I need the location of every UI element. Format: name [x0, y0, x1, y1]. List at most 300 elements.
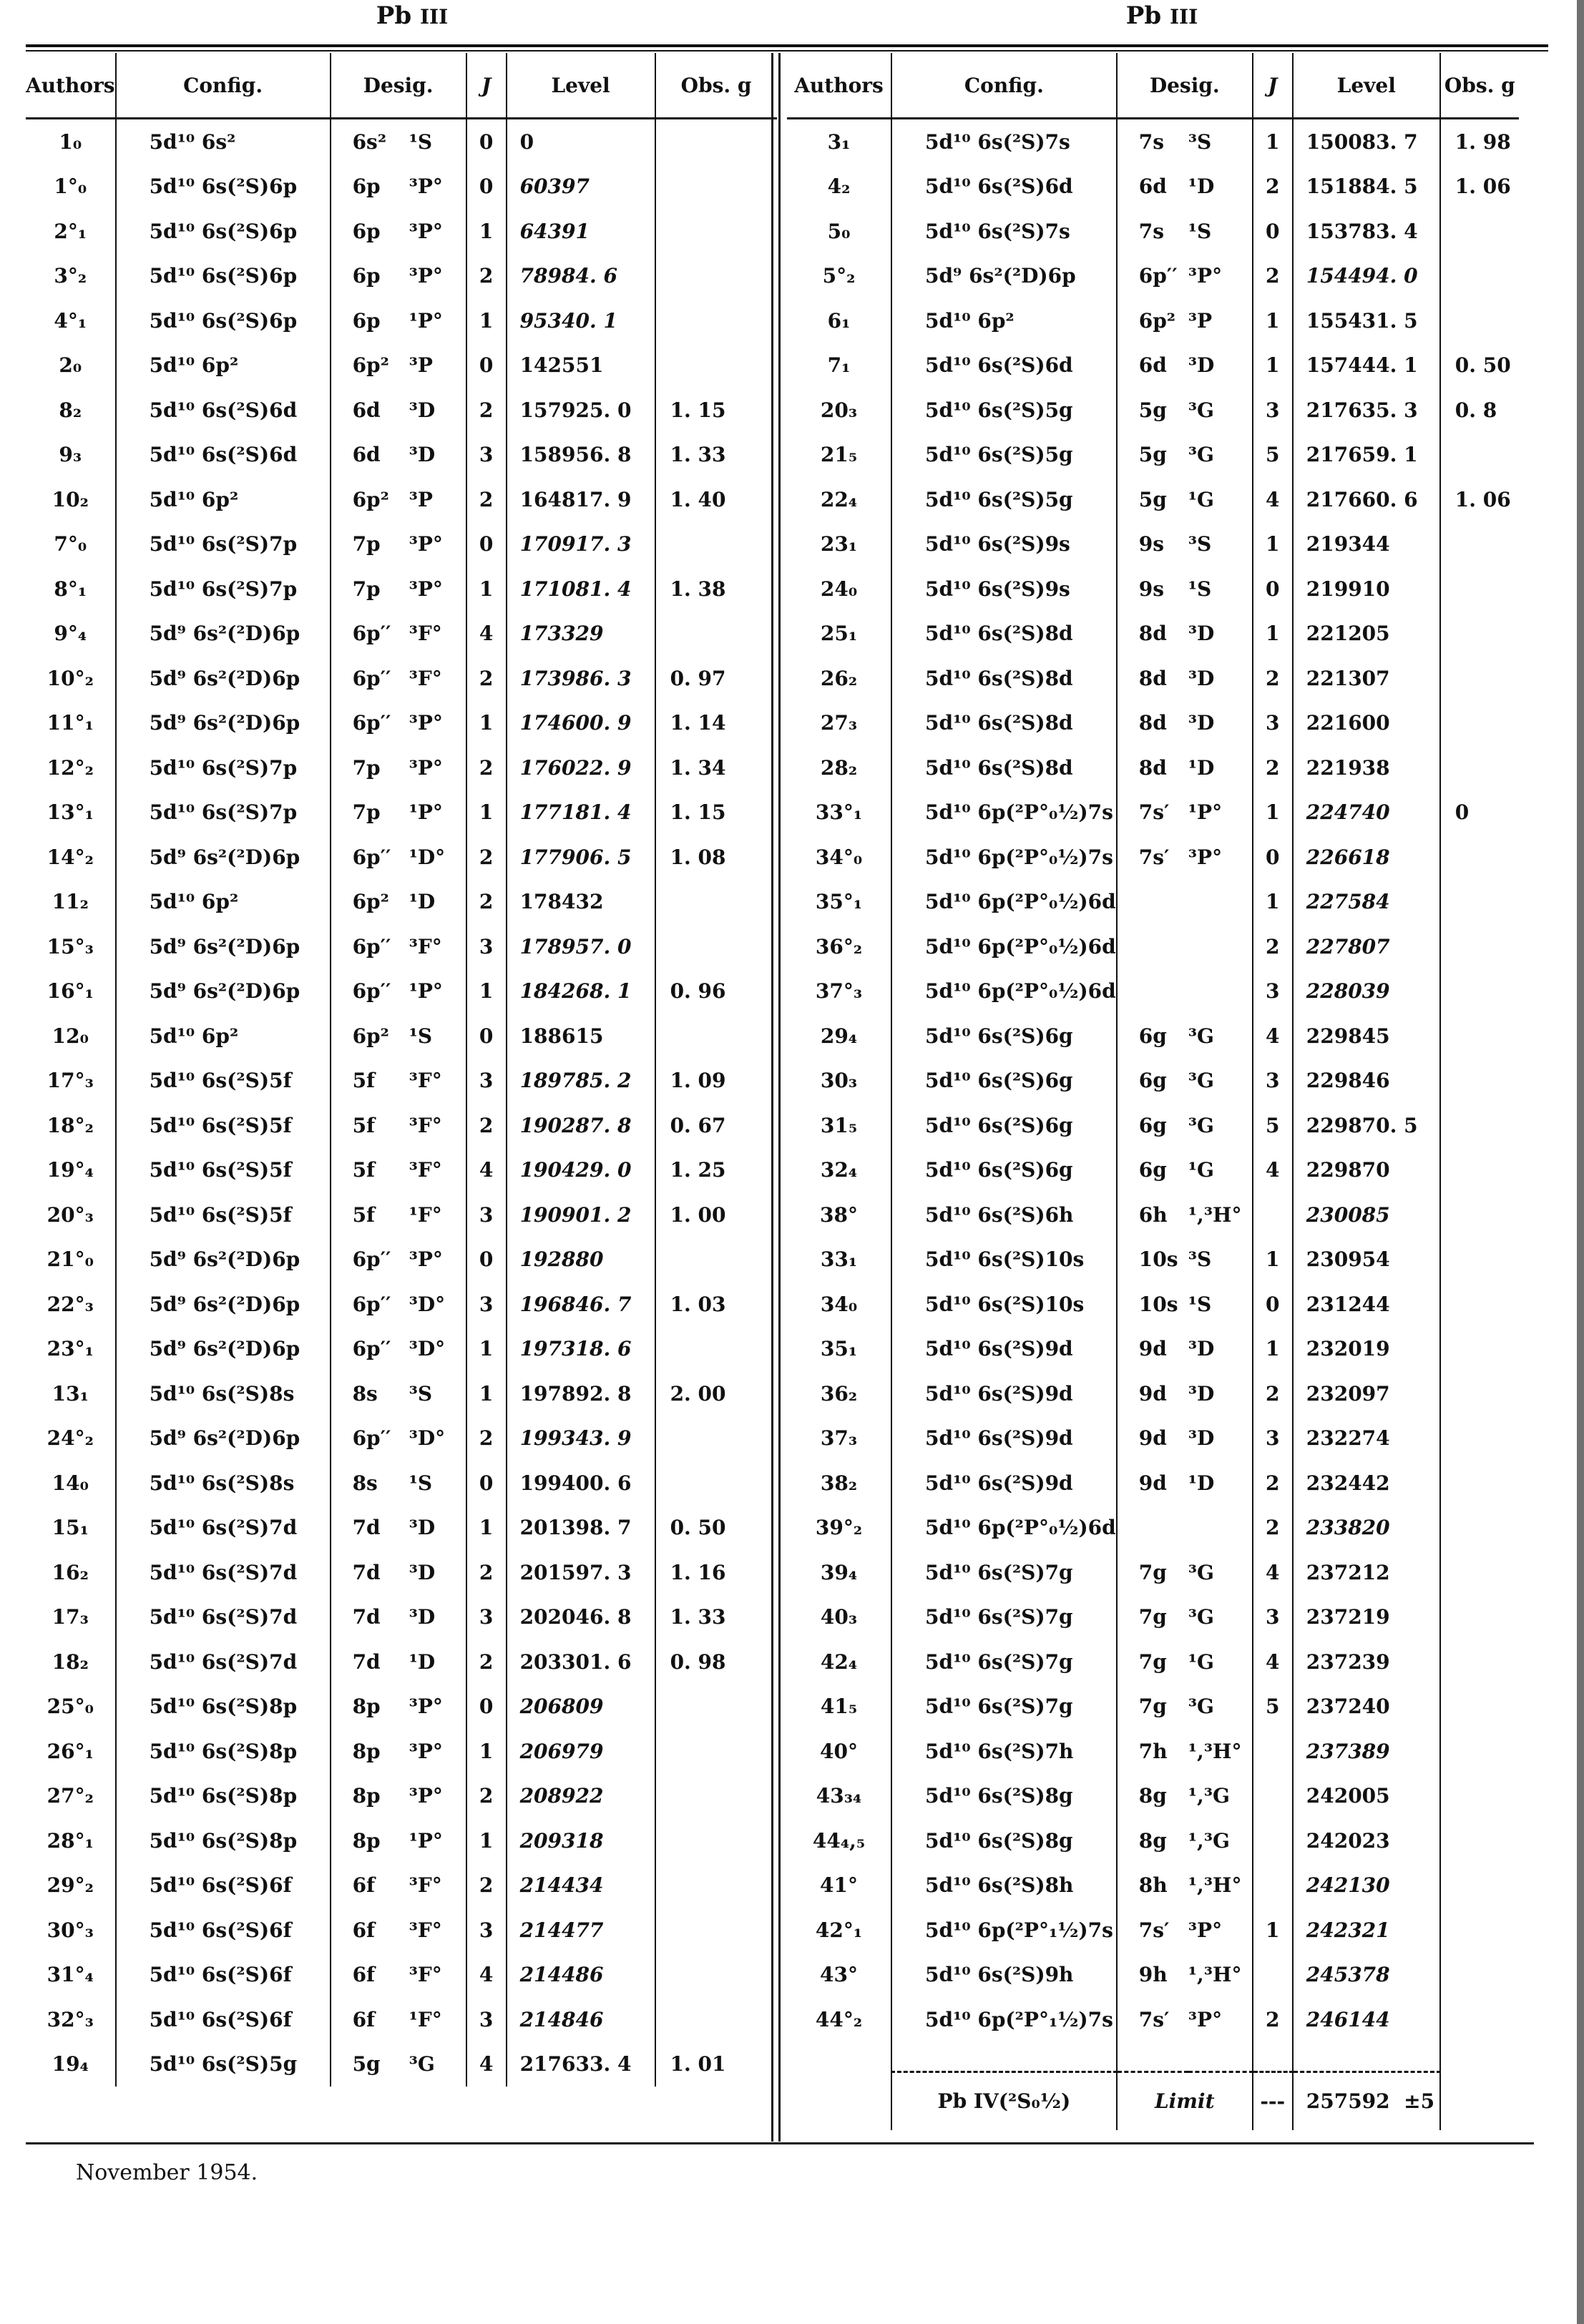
- desig-orbital-cell: 7d: [331, 1595, 409, 1640]
- table-row: [787, 298, 1519, 343]
- j-cell: 3: [1253, 1059, 1293, 1104]
- j-cell: 1: [1253, 612, 1293, 657]
- authors-cell: 44₄,₅: [812, 1828, 866, 1853]
- dashed-rule: [1293, 2042, 1440, 2072]
- dashed-rule: [891, 2042, 1117, 2072]
- authors-cell: 29°₂: [47, 1873, 94, 1898]
- table-row: [787, 1550, 1519, 1595]
- desig-term-cell: ³D: [1188, 1337, 1215, 1361]
- authors-cell: 15₁: [52, 1516, 89, 1540]
- table-row: [26, 1685, 777, 1730]
- config-cell: 5d⁹ 6s²(²D)6p: [116, 701, 331, 746]
- desig-orbital-cell: 8p: [331, 1685, 409, 1730]
- obs-g-cell: [1440, 924, 1519, 969]
- config-cell: 5d¹⁰ 6s(²S)9d: [891, 1416, 1117, 1461]
- j-cell: 1: [1253, 119, 1293, 165]
- desig-orbital-cell: 7p: [331, 522, 409, 567]
- j-cell: 0: [466, 343, 507, 388]
- j-cell: 1: [466, 209, 507, 254]
- desig-orbital-cell: 7g: [1117, 1685, 1188, 1730]
- authors-cell: 35₁: [820, 1337, 858, 1361]
- table-row: [787, 1416, 1519, 1461]
- authors-cell: 7₁: [827, 353, 851, 378]
- desig-orbital-cell: [1117, 880, 1188, 925]
- obs-g-cell: [655, 1908, 777, 1953]
- j-cell: 1: [466, 1729, 507, 1774]
- config-cell: 5d¹⁰ 6s(²S)6d: [891, 343, 1117, 388]
- level-cell: 242130: [1293, 1863, 1440, 1908]
- obs-g-cell: 1. 06: [1440, 165, 1519, 210]
- j-cell: 2: [1253, 656, 1293, 701]
- desig-term-cell: ³P°: [409, 1695, 443, 1719]
- obs-g-cell: 0. 97: [655, 656, 777, 701]
- dashed-rule: [1440, 2042, 1519, 2072]
- authors-cell: 8°₁: [54, 577, 87, 601]
- level-cell: 237212: [1293, 1550, 1440, 1595]
- desig-orbital-cell: 7p: [331, 790, 409, 835]
- table-row: [26, 1416, 777, 1461]
- level-cell: 219910: [1293, 567, 1440, 612]
- obs-g-cell: [1440, 1282, 1519, 1327]
- desig-term-cell: ³D: [409, 1560, 436, 1584]
- j-cell: 1: [1253, 1908, 1293, 1953]
- desig-term-cell: ¹G: [1188, 1158, 1214, 1182]
- config-cell: 5d¹⁰ 6s(²S)6g: [891, 1148, 1117, 1193]
- j-cell: 4: [1253, 1639, 1293, 1685]
- empty-cell: [787, 2072, 891, 2130]
- desig-orbital-cell: 7s′: [1117, 835, 1188, 880]
- config-cell: 5d¹⁰ 6s(²S)9s: [891, 567, 1117, 612]
- desig-term-cell: ³F°: [409, 934, 442, 958]
- authors-cell: 12₀: [52, 1024, 89, 1048]
- config-cell: 5d¹⁰ 6s(²S)5f: [116, 1148, 331, 1193]
- j-cell: 2: [466, 1774, 507, 1819]
- config-cell: 5d⁹ 6s²(²D)6p: [116, 1327, 331, 1372]
- obs-g-cell: 0. 98: [655, 1639, 777, 1685]
- table-row: [787, 790, 1519, 835]
- authors-cell: 39₄: [820, 1560, 858, 1584]
- obs-g-cell: [655, 612, 777, 657]
- table-body-right: [787, 119, 1519, 2130]
- desig-orbital-cell: 6f: [331, 1908, 409, 1953]
- j-cell: 2: [1253, 1997, 1293, 2042]
- header-config: Config.: [891, 53, 1117, 119]
- desig-orbital-cell: 8d: [1117, 701, 1188, 746]
- authors-cell: 17°₃: [47, 1069, 94, 1093]
- header-level: Level: [507, 53, 655, 119]
- authors-cell: 25°₀: [47, 1695, 94, 1719]
- obs-g-cell: [1440, 1416, 1519, 1461]
- config-cell: 5d¹⁰ 6s(²S)7p: [116, 522, 331, 567]
- level-cell: 232442: [1293, 1461, 1440, 1506]
- table-row: [26, 1237, 777, 1283]
- desig-orbital-cell: 6d: [1117, 343, 1188, 388]
- desig-term-cell: ¹F°: [409, 2007, 442, 2031]
- j-cell: 3: [1253, 1595, 1293, 1640]
- config-cell: 5d¹⁰ 6s(²S)6g: [891, 1059, 1117, 1104]
- j-cell: 2: [466, 835, 507, 880]
- obs-g-cell: 1. 34: [655, 745, 777, 790]
- desig-term-cell: ¹S: [409, 1024, 433, 1048]
- level-cell: 229846: [1293, 1059, 1440, 1104]
- authors-cell: 33₁: [820, 1247, 858, 1272]
- config-cell: 5d¹⁰ 6p(²P°₀½)6d: [891, 924, 1117, 969]
- config-cell: 5d⁹ 6s²(²D)6p: [116, 1416, 331, 1461]
- table-row: [26, 969, 777, 1014]
- j-cell: 4: [1253, 1148, 1293, 1193]
- j-cell: 2: [1253, 745, 1293, 790]
- authors-cell: 13₁: [52, 1381, 89, 1406]
- j-cell: 2: [1253, 1461, 1293, 1506]
- authors-cell: 9°₄: [54, 622, 87, 646]
- desig-orbital-cell: 6p′′: [1117, 254, 1188, 299]
- desig-orbital-cell: 6g: [1117, 1103, 1188, 1148]
- desig-orbital-cell: 7s′: [1117, 1908, 1188, 1953]
- desig-term-cell: ¹,³H°: [1188, 1202, 1242, 1227]
- obs-g-cell: [1440, 835, 1519, 880]
- desig-term-cell: ³G: [1188, 398, 1214, 422]
- level-cell: 226618: [1293, 835, 1440, 880]
- obs-g-cell: [1440, 745, 1519, 790]
- desig-orbital-cell: 7s′: [1117, 1997, 1188, 2042]
- level-cell: 60397: [507, 165, 655, 210]
- level-cell: 171081. 4: [507, 567, 655, 612]
- level-cell: 217633. 4: [507, 2042, 655, 2087]
- authors-cell: 28₂: [820, 755, 858, 780]
- desig-term-cell: ³D: [409, 398, 436, 422]
- level-cell: 224740: [1293, 790, 1440, 835]
- obs-g-cell: [1440, 612, 1519, 657]
- desig-orbital-cell: 8g: [1117, 1774, 1188, 1819]
- j-cell: 0: [1253, 567, 1293, 612]
- table-header-row: [787, 53, 1519, 119]
- config-cell: 5d¹⁰ 6p(²P°₁½)7s: [891, 1908, 1117, 1953]
- level-cell: 173329: [507, 612, 655, 657]
- j-cell: 0: [466, 1014, 507, 1059]
- desig-term-cell: ³P°: [409, 264, 443, 288]
- config-cell: 5d¹⁰ 6s(²S)6g: [891, 1014, 1117, 1059]
- config-cell: 5d¹⁰ 6s(²S)7p: [116, 745, 331, 790]
- table-row: [26, 567, 777, 612]
- level-cell: 173986. 3: [507, 656, 655, 701]
- table-row: [26, 1863, 777, 1908]
- table-row: [26, 1595, 777, 1640]
- j-cell: 1: [466, 1506, 507, 1551]
- authors-cell: 28°₁: [47, 1828, 94, 1853]
- j-cell: 2: [1253, 924, 1293, 969]
- authors-cell: 18₂: [52, 1649, 89, 1674]
- authors-cell: 20°₃: [47, 1202, 94, 1227]
- ionization-limit-row: [787, 2072, 1519, 2130]
- obs-g-cell: [655, 1729, 777, 1774]
- config-cell: 5d¹⁰ 6s(²S)6f: [116, 1953, 331, 1998]
- authors-cell: 6₁: [827, 308, 851, 333]
- authors-cell: 37°₃: [815, 979, 863, 1004]
- level-cell: 155431. 5: [1293, 298, 1440, 343]
- j-cell: 5: [1253, 433, 1293, 478]
- table-row: [787, 1908, 1519, 1953]
- config-cell: 5d¹⁰ 6s(²S)5f: [116, 1103, 331, 1148]
- table-row: [787, 701, 1519, 746]
- desig-term-cell: ¹,³G: [1188, 1784, 1230, 1808]
- authors-cell: 40°: [820, 1739, 858, 1763]
- desig-orbital-cell: 6p′′: [331, 612, 409, 657]
- obs-g-cell: [1440, 1461, 1519, 1506]
- scan-edge-shadow: [1577, 0, 1584, 2324]
- table-row: [787, 656, 1519, 701]
- j-cell: 2: [1253, 254, 1293, 299]
- j-cell: [1253, 1192, 1293, 1237]
- level-cell: 190429. 0: [507, 1148, 655, 1193]
- desig-orbital-cell: [1117, 1506, 1188, 1551]
- level-cell: 230954: [1293, 1237, 1440, 1283]
- obs-g-cell: [1440, 1729, 1519, 1774]
- authors-cell: 5₀: [827, 219, 851, 243]
- desig-term-cell: ³P: [409, 353, 433, 378]
- table-row: [26, 522, 777, 567]
- desig-orbital-cell: 6p′′: [331, 969, 409, 1014]
- j-cell: 3: [466, 924, 507, 969]
- desig-orbital-cell: 7s: [1117, 209, 1188, 254]
- desig-term-cell: ¹,³H°: [1188, 1873, 1242, 1898]
- j-cell: [1253, 1863, 1293, 1908]
- obs-g-cell: [655, 119, 777, 165]
- level-cell: 142551: [507, 343, 655, 388]
- config-cell: 5d¹⁰ 6s(²S)9d: [891, 1327, 1117, 1372]
- config-cell: 5d¹⁰ 6p(²P°₀½)7s: [891, 790, 1117, 835]
- desig-orbital-cell: 9d: [1117, 1461, 1188, 1506]
- authors-cell: 42°₁: [815, 1918, 863, 1942]
- level-cell: 229870. 5: [1293, 1103, 1440, 1148]
- obs-g-cell: [655, 880, 777, 925]
- table-header-row: [26, 53, 777, 119]
- config-cell: 5d¹⁰ 6s(²S)9h: [891, 1953, 1117, 1998]
- desig-orbital-cell: 6g: [1117, 1014, 1188, 1059]
- authors-cell: 14₀: [52, 1471, 89, 1495]
- authors-cell: 41°: [820, 1873, 858, 1898]
- level-cell: 229870: [1293, 1148, 1440, 1193]
- desig-orbital-cell: 8p: [331, 1729, 409, 1774]
- obs-g-cell: [1440, 1818, 1519, 1863]
- j-cell: [1253, 1729, 1293, 1774]
- desig-orbital-cell: 6p′′: [331, 656, 409, 701]
- desig-term-cell: ³D: [1188, 1426, 1215, 1451]
- limit-config: Pb IV(²S₀½): [891, 2072, 1117, 2130]
- authors-cell: 30°₃: [47, 1918, 94, 1942]
- level-cell: 164817. 9: [507, 477, 655, 522]
- desig-term-cell: ³S: [1188, 129, 1212, 154]
- level-cell: 189785. 2: [507, 1059, 655, 1104]
- level-cell: 221307: [1293, 656, 1440, 701]
- table-row: [787, 1997, 1519, 2042]
- authors-cell: 18°₂: [47, 1113, 94, 1137]
- config-cell: 5d¹⁰ 6s(²S)10s: [891, 1237, 1117, 1283]
- authors-cell: 2°₁: [54, 219, 87, 243]
- level-cell: 178957. 0: [507, 924, 655, 969]
- desig-term-cell: ³G: [409, 2052, 435, 2077]
- level-cell: 232097: [1293, 1371, 1440, 1416]
- config-cell: 5d⁹ 6s²(²D)6p: [116, 835, 331, 880]
- desig-term-cell: ³G: [1188, 1069, 1214, 1093]
- authors-cell: 32₄: [820, 1158, 858, 1182]
- table-row: [26, 1550, 777, 1595]
- authors-cell: 3₁: [827, 129, 851, 154]
- j-cell: 1: [466, 1327, 507, 1372]
- j-cell: 1: [466, 298, 507, 343]
- obs-g-cell: [655, 298, 777, 343]
- j-cell: 0: [1253, 1282, 1293, 1327]
- obs-g-cell: [655, 1818, 777, 1863]
- obs-g-cell: [1440, 1148, 1519, 1193]
- j-cell: 2: [466, 254, 507, 299]
- desig-term-cell: [1188, 924, 1253, 969]
- level-cell: 174600. 9: [507, 701, 655, 746]
- authors-cell: 15°₃: [47, 934, 94, 958]
- desig-term-cell: ³P°: [409, 1784, 443, 1808]
- level-cell: 233820: [1293, 1506, 1440, 1551]
- desig-term-cell: ¹D: [1188, 175, 1215, 199]
- authors-cell: 43₃₄: [816, 1784, 862, 1808]
- table-row: [787, 1595, 1519, 1640]
- energy-level-table-left: [26, 53, 777, 2087]
- config-cell: 5d¹⁰ 6s(²S)6g: [891, 1103, 1117, 1148]
- j-cell: 1: [1253, 343, 1293, 388]
- table-row: [26, 1818, 777, 1863]
- config-cell: 5d¹⁰ 6s(²S)6f: [116, 1908, 331, 1953]
- desig-term-cell: ³P°: [1188, 845, 1223, 869]
- desig-orbital-cell: 6p′′: [331, 1327, 409, 1372]
- obs-g-cell: [655, 254, 777, 299]
- obs-g-cell: 0. 67: [655, 1103, 777, 1148]
- obs-g-cell: [1440, 1774, 1519, 1819]
- config-cell: 5d⁹ 6s²(²D)6p: [891, 254, 1117, 299]
- authors-cell: 12°₂: [47, 755, 94, 780]
- obs-g-cell: [655, 1461, 777, 1506]
- j-cell: 4: [466, 612, 507, 657]
- table-row: [787, 835, 1519, 880]
- level-cell: 190287. 8: [507, 1103, 655, 1148]
- j-cell: [1253, 1774, 1293, 1819]
- table-row: [26, 701, 777, 746]
- table-row: [787, 1506, 1519, 1551]
- obs-g-cell: [1440, 254, 1519, 299]
- j-cell: 2: [466, 1550, 507, 1595]
- desig-orbital-cell: 7p: [331, 745, 409, 790]
- desig-orbital-cell: 6p′′: [331, 701, 409, 746]
- obs-g-cell: [1440, 1014, 1519, 1059]
- desig-orbital-cell: 9d: [1117, 1416, 1188, 1461]
- header-obs-g: Obs. g: [655, 53, 777, 119]
- table-row: [26, 880, 777, 925]
- header-j-label: J: [481, 73, 492, 97]
- obs-g-cell: [1440, 1685, 1519, 1730]
- authors-cell: 29₄: [820, 1024, 858, 1048]
- level-cell: 177181. 4: [507, 790, 655, 835]
- config-cell: 5d¹⁰ 6p(²P°₀½)6d: [891, 1506, 1117, 1551]
- obs-g-cell: [1440, 1550, 1519, 1595]
- desig-term-cell: ³D°: [409, 1292, 446, 1316]
- level-cell: 201398. 7: [507, 1506, 655, 1551]
- desig-term-cell: ¹,³H°: [1188, 1739, 1242, 1763]
- authors-cell: 34₀: [820, 1292, 858, 1316]
- obs-g-cell: 1. 08: [655, 835, 777, 880]
- table-row: [787, 745, 1519, 790]
- obs-g-cell: 0. 96: [655, 969, 777, 1014]
- desig-term-cell: ³D: [409, 1605, 436, 1629]
- desig-term-cell: ¹D: [409, 1649, 436, 1674]
- config-cell: 5d¹⁰ 6s(²S)7g: [891, 1639, 1117, 1685]
- authors-cell: 9₃: [59, 443, 82, 467]
- double-rule-separator: [778, 53, 781, 2142]
- authors-cell: 41₅: [820, 1695, 858, 1719]
- j-cell: 3: [466, 433, 507, 478]
- desig-term-cell: [1188, 880, 1253, 925]
- table-row: [26, 790, 777, 835]
- config-cell: 5d⁹ 6s²(²D)6p: [116, 612, 331, 657]
- config-cell: 5d¹⁰ 6p(²P°₀½)7s: [891, 835, 1117, 880]
- config-cell: 5d¹⁰ 6s(²S)8p: [116, 1729, 331, 1774]
- config-cell: 5d¹⁰ 6s(²S)8d: [891, 745, 1117, 790]
- desig-orbital-cell: 5g: [331, 2042, 409, 2087]
- desig-orbital-cell: 8s: [331, 1371, 409, 1416]
- config-cell: 5d¹⁰ 6s(²S)6p: [116, 254, 331, 299]
- table-row: [787, 388, 1519, 433]
- header-authors: Authors: [26, 53, 116, 119]
- title-element: Pb: [1125, 1, 1162, 30]
- desig-orbital-cell: 6p: [331, 209, 409, 254]
- header-level: Level: [1293, 53, 1440, 119]
- level-cell: 237219: [1293, 1595, 1440, 1640]
- authors-cell: 16°₁: [47, 979, 94, 1004]
- desig-orbital-cell: 7g: [1117, 1550, 1188, 1595]
- title-ion: III: [419, 5, 449, 29]
- j-cell: 5: [1253, 1103, 1293, 1148]
- desig-term-cell: ³G: [1188, 1605, 1214, 1629]
- desig-term-cell: ³F°: [409, 1963, 442, 1987]
- desig-orbital-cell: 5f: [331, 1192, 409, 1237]
- config-cell: 5d⁹ 6s²(²D)6p: [116, 1237, 331, 1283]
- j-cell: 3: [466, 1997, 507, 2042]
- table-row: [787, 1059, 1519, 1104]
- table-row: [787, 1774, 1519, 1819]
- desig-term-cell: ³F°: [409, 1113, 442, 1137]
- table-row: [26, 1059, 777, 1104]
- authors-cell: 23°₁: [47, 1337, 94, 1361]
- level-cell: 202046. 8: [507, 1595, 655, 1640]
- obs-g-cell: 1. 03: [655, 1282, 777, 1327]
- desig-term-cell: ³F°: [409, 622, 442, 646]
- config-cell: 5d¹⁰ 6s(²S)5g: [116, 2042, 331, 2087]
- desig-term-cell: ³P°: [409, 219, 443, 243]
- authors-cell: 21₅: [820, 443, 858, 467]
- obs-g-cell: [655, 1863, 777, 1908]
- table-row: [787, 433, 1519, 478]
- obs-g-cell: [1440, 1237, 1519, 1283]
- j-cell: 1: [466, 1818, 507, 1863]
- desig-orbital-cell: 5g: [1117, 477, 1188, 522]
- desig-term-cell: ³G: [1188, 1024, 1214, 1048]
- authors-cell: 34°₀: [815, 845, 863, 869]
- j-cell: 1: [1253, 522, 1293, 567]
- table-row: [26, 165, 777, 210]
- authors-cell: 17₃: [52, 1605, 89, 1629]
- level-cell: 206979: [507, 1729, 655, 1774]
- level-cell: 230085: [1293, 1192, 1440, 1237]
- desig-term-cell: ³D: [1188, 622, 1215, 646]
- level-cell: 227584: [1293, 880, 1440, 925]
- config-cell: 5d¹⁰ 6s(²S)6p: [116, 298, 331, 343]
- config-cell: 5d¹⁰ 6p²: [116, 880, 331, 925]
